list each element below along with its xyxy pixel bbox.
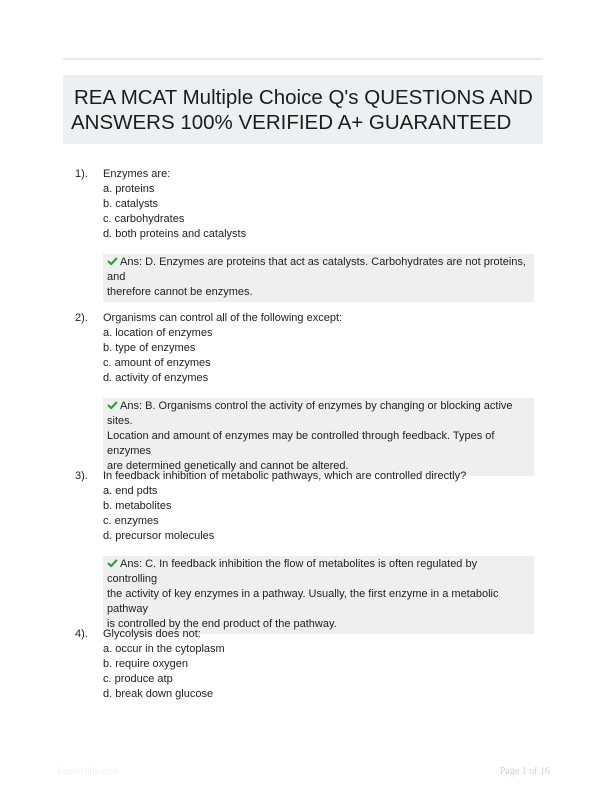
answer-box (103, 556, 534, 634)
option: c. carbohydrates (103, 213, 185, 225)
top-divider (63, 58, 543, 60)
question-body (103, 627, 543, 702)
question-body (103, 311, 543, 386)
question-body (103, 469, 543, 544)
answer-line: are determined genetically and cannot be altered. (107, 460, 349, 472)
answer-line: the activity of key enzymes in a pathway. Usually, the first enzyme in a metabolic pathway (107, 588, 499, 615)
answer-line: therefore cannot be enzymes. (107, 286, 253, 298)
footer-watermark: PaperNibs.com (57, 766, 119, 776)
question-stem: Glycolysis does not: (103, 628, 201, 640)
question-number: 2). (75, 312, 88, 324)
option: c. enzymes (103, 515, 159, 527)
answer-box (103, 254, 534, 302)
option: d. both proteins and catalysts (103, 228, 247, 240)
answer-line: Ans: B. Organisms control the activity of enzymes by changing or blocking active sites. (107, 400, 513, 427)
answer-line: Location and amount of enzymes may be controlled through feedback. Types of enzymes (107, 430, 495, 457)
option: a. occur in the cytoplasm (103, 643, 225, 655)
option: a. proteins (103, 183, 155, 195)
option: b. require oxygen (103, 658, 188, 670)
option: a. location of enzymes (103, 327, 213, 339)
answer-line: is controlled by the end product of the pathway. (107, 618, 337, 630)
option: d. break down glucose (103, 688, 214, 700)
question-stem: In feedback inhibition of metabolic pathways, which are controlled directly? (103, 470, 467, 482)
question-number: 4). (75, 628, 88, 640)
question-number: 3). (75, 470, 88, 482)
answer-line: Ans: C. In feedback inhibition the flow of metabolites is often regulated by controlling (107, 558, 478, 585)
checkmark-icon (107, 401, 118, 409)
option: a. end pdts (103, 485, 158, 497)
title-banner (63, 75, 543, 144)
option: c. produce atp (103, 673, 173, 685)
question-stem: Organisms can control all of the following except: (103, 312, 343, 324)
question-number: 1). (75, 168, 88, 180)
option: b. catalysts (103, 198, 159, 210)
option: d. precursor molecules (103, 530, 215, 542)
document-title: REA MCAT Multiple Choice Q's QUESTIONS AND ANSWERS 100% VERIFIED A+ GUARANTEED (71, 86, 533, 134)
answer-box (103, 398, 534, 476)
option: b. metabolites (103, 500, 172, 512)
option: c. amount of enzymes (103, 357, 211, 369)
question-stem: Enzymes are: (103, 168, 171, 180)
option: b. type of enzymes (103, 342, 196, 354)
option: d. activity of enzymes (103, 372, 209, 384)
checkmark-icon (107, 559, 118, 567)
question-body (103, 167, 543, 242)
page-indicator: Page 1 of 16 (499, 766, 550, 777)
answer-line: Ans: D. Enzymes are proteins that act as catalysts. Carbohydrates are not proteins, and (107, 256, 526, 283)
checkmark-icon (107, 257, 118, 265)
